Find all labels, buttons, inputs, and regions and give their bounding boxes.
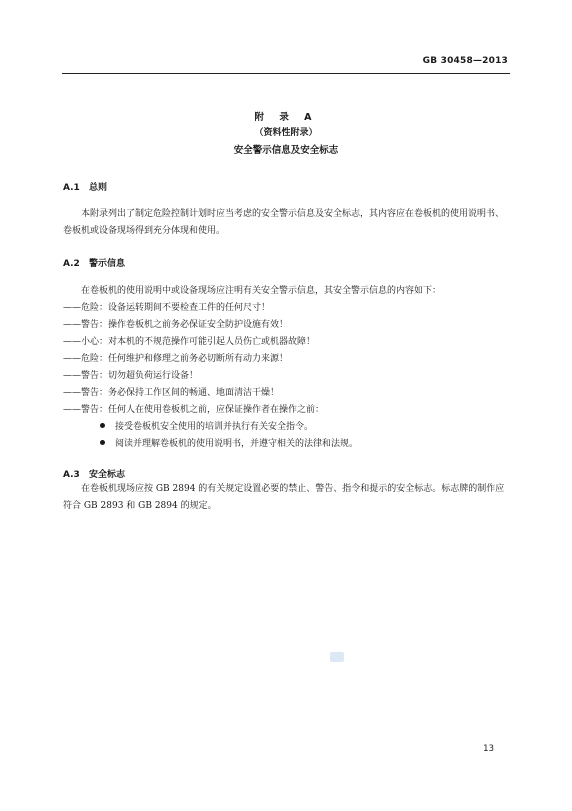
watermark-logo <box>330 652 344 662</box>
warning-item: ——危险：设备运转期间不要检查工件的任何尺寸！ <box>63 303 271 313</box>
warning-item: ——警告：务必保持工作区间的畅通、地面清洁干燥！ <box>63 388 280 398</box>
bullet-icon <box>100 423 105 428</box>
section-heading-a3 <box>63 467 125 480</box>
warning-item: ——警告：切勿超负荷运行设备！ <box>63 371 199 381</box>
section-title: 警示信息 <box>89 259 126 269</box>
section-heading-a1 <box>63 180 107 193</box>
appendix-name: 安全警示信息及安全标志 <box>233 145 339 156</box>
appendix-title: 附 录 A <box>254 112 318 123</box>
section-intro-a2: 在卷板机的使用说明中或设备现场应注明有关安全警示信息，其安全警示信息的内容如下： <box>81 286 442 296</box>
warning-item: ——警告：任何人在使用卷板机之前，应保证操作者在操作之前： <box>63 405 325 415</box>
warning-item: ——小心：对本机的不规范操作可能引起人员伤亡或机器故障！ <box>63 337 316 347</box>
bullet-icon <box>100 440 105 445</box>
bullet-text: 阅读并理解卷板机的使用说明书，并遵守相关的法律和法规。 <box>115 439 359 449</box>
bullet-item <box>100 436 358 449</box>
section-number: A.2 <box>63 259 80 269</box>
page-number: 13 <box>483 744 494 754</box>
header-rule <box>62 73 510 74</box>
standard-code: GB 30458—2013 <box>422 56 508 66</box>
section-paragraph-a3: 在卷板机现场应按 GB 2894 的有关规定设置必要的禁止、警告、指令和提示的安全标志。标志牌的制作应符合 GB 2893 和 GB 2894 的规定。 <box>63 484 505 511</box>
bullet-item <box>100 419 313 432</box>
section-title: 总则 <box>89 183 108 193</box>
appendix-subtitle: （资料性附录） <box>254 128 318 138</box>
section-heading-a2 <box>63 256 125 269</box>
bullet-text: 接受卷板机安全使用的培训并执行有关安全指令。 <box>115 422 314 432</box>
section-paragraph-a1: 本附录列出了制定危险控制计划时应当考虑的安全警示信息及安全标志，其内容应在卷板机的使用说明书、卷板机或设备现场得到充分体现和使用。 <box>63 209 505 236</box>
section-title: 安全标志 <box>89 470 126 480</box>
warning-item: ——危险：任何维护和修理之前务必切断所有动力来源！ <box>63 354 289 364</box>
warning-item: ——警告：操作卷板机之前务必保证安全防护设施有效！ <box>63 320 289 330</box>
section-number: A.3 <box>63 470 80 480</box>
section-number: A.1 <box>63 183 80 193</box>
